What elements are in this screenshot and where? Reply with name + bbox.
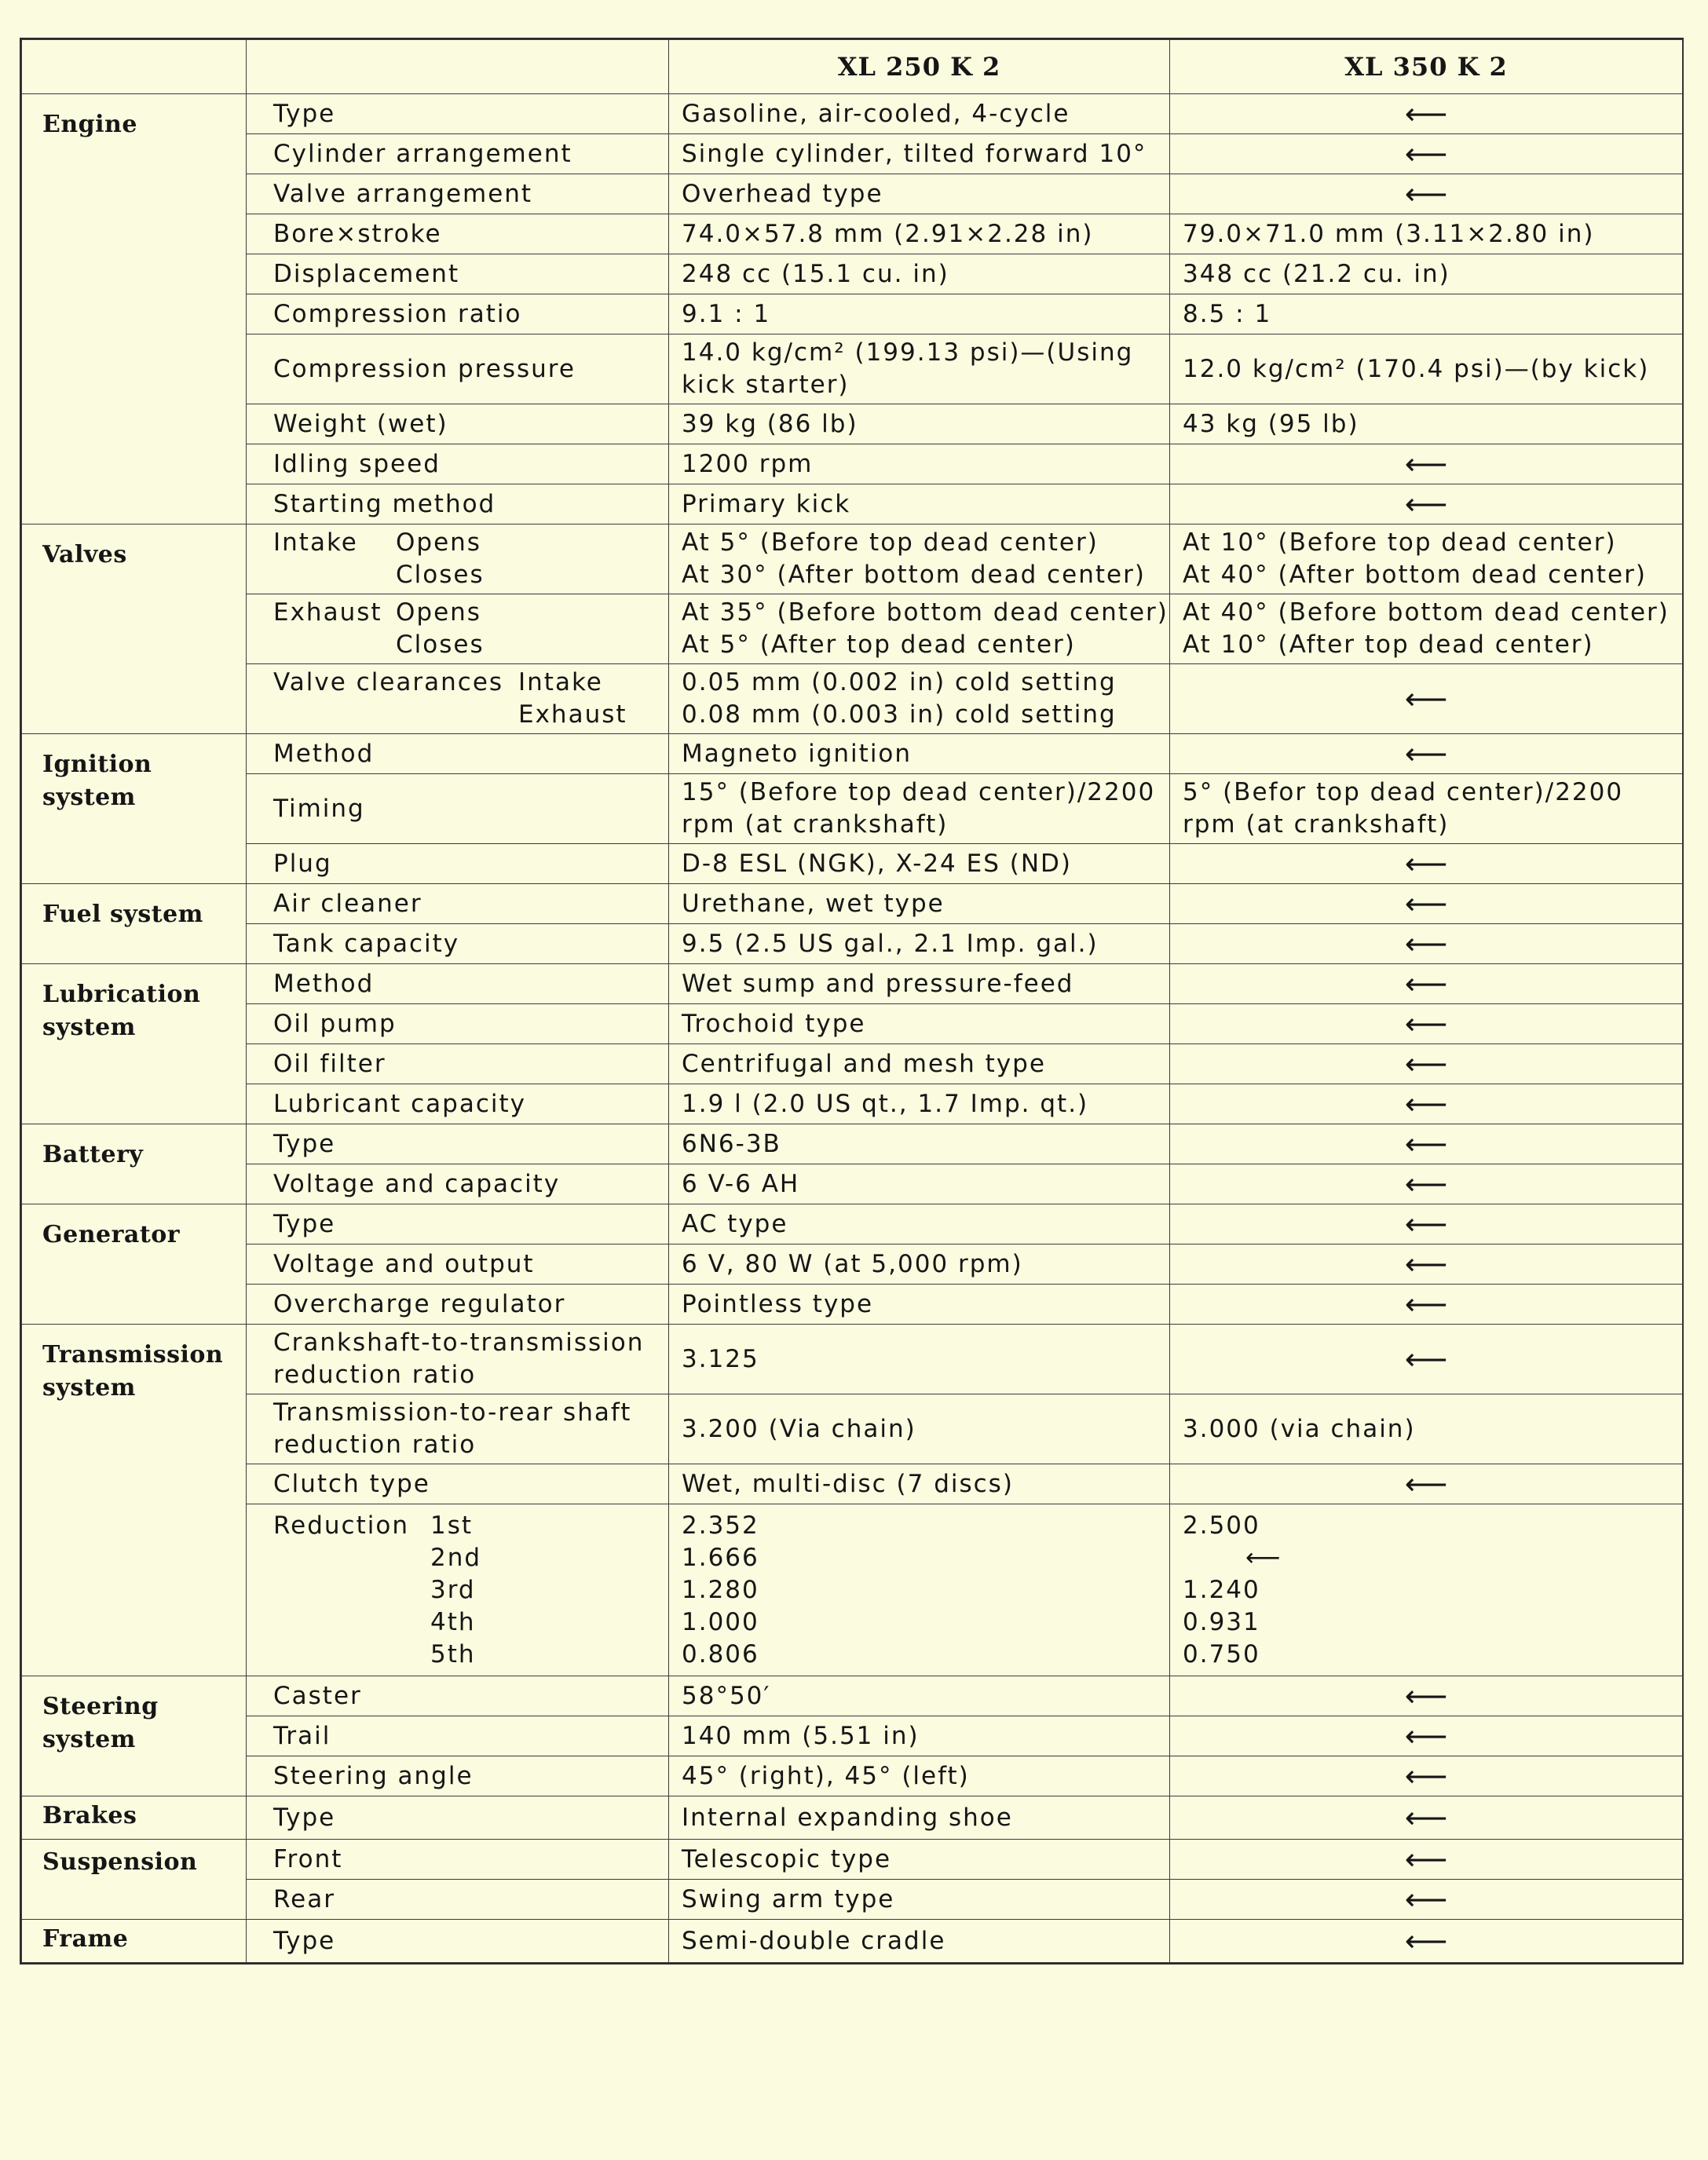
table-row [22, 734, 1683, 774]
item-label [247, 594, 669, 664]
value-model-1: 3.125 [669, 1325, 1170, 1394]
table-row [22, 134, 1683, 174]
section-ignition: Ignition system [22, 734, 247, 884]
value-model-2 [1170, 524, 1683, 594]
table-row [22, 1716, 1683, 1756]
value-model-1: Single cylinder, tilted forward 10° [669, 134, 1170, 174]
item-label: Voltage and output [247, 1244, 669, 1285]
same-as-left-arrow: ⟵ [1170, 964, 1683, 1004]
item-label: Idling speed [247, 444, 669, 484]
specifications-table [21, 39, 1683, 1963]
value-model-2 [1170, 774, 1683, 844]
sub-label: Exhaust [518, 700, 627, 729]
item-label: Type [247, 1124, 669, 1164]
table-row [22, 214, 1683, 254]
table-row [22, 1325, 1683, 1394]
value-line: 1.666 [682, 1543, 759, 1572]
value-model-1: 1.9 l (2.0 US qt., 1.7 Imp. qt.) [669, 1084, 1170, 1124]
item-label: Timing [247, 774, 669, 844]
same-as-left-arrow: ⟵ [1245, 1543, 1282, 1572]
value-line: At 10° (After top dead center) [1183, 630, 1594, 659]
item-label: Lubricant capacity [247, 1084, 669, 1124]
sub-label: Opens [396, 528, 481, 557]
value-model-1 [669, 594, 1170, 664]
sub-label: Opens [396, 598, 481, 627]
section-steering: Steering system [22, 1676, 247, 1796]
value-model-1: Wet sump and pressure-feed [669, 964, 1170, 1004]
item-label: Air cleaner [247, 884, 669, 924]
value-model-1: Pointless type [669, 1285, 1170, 1325]
value-model-1: Trochoid type [669, 1004, 1170, 1044]
same-as-left-arrow: ⟵ [1170, 884, 1683, 924]
section-engine: Engine [22, 94, 247, 524]
item-label: Plug [247, 844, 669, 884]
item-label: Method [247, 964, 669, 1004]
value-model-1: 74.0×57.8 mm (2.91×2.28 in) [669, 214, 1170, 254]
value-line: 0.750 [1183, 1639, 1260, 1668]
item-label [247, 1504, 669, 1676]
value-line: 14.0 kg/cm² (199.13 psi)—(Using [682, 338, 1134, 367]
value-model-1: Semi-double cradle [669, 1920, 1170, 1963]
item-label [247, 1325, 669, 1394]
item-label: Type [247, 94, 669, 134]
table-row [22, 1084, 1683, 1124]
same-as-left-arrow: ⟵ [1170, 664, 1683, 734]
item-label [247, 1394, 669, 1464]
spec-sheet [20, 38, 1684, 1964]
same-as-left-arrow: ⟵ [1170, 1756, 1683, 1796]
sub-label: Closes [396, 561, 485, 589]
table-row [22, 964, 1683, 1004]
value-line: 1.000 [682, 1607, 759, 1636]
value-line: At 40° (Before bottom dead center) [1183, 598, 1670, 627]
same-as-left-arrow: ⟵ [1170, 924, 1683, 964]
value-line: At 5° (After top dead center) [682, 630, 1076, 659]
value-model-1 [669, 524, 1170, 594]
section-generator: Generator [22, 1204, 247, 1325]
sub-label: Reduction [273, 1511, 409, 1540]
value-line: 1.240 [1183, 1575, 1260, 1604]
value-model-2: 348 cc (21.2 cu. in) [1170, 254, 1683, 294]
section-battery: Battery [22, 1124, 247, 1204]
value-model-1: Swing arm type [669, 1880, 1170, 1920]
value-model-1: 140 mm (5.51 in) [669, 1716, 1170, 1756]
same-as-left-arrow: ⟵ [1170, 1004, 1683, 1044]
item-label: Front [247, 1840, 669, 1880]
value-model-2: 8.5 : 1 [1170, 294, 1683, 334]
item-label: Compression pressure [247, 334, 669, 404]
label-line: reduction ratio [273, 1431, 477, 1459]
table-row [22, 1164, 1683, 1204]
item-label: Trail [247, 1716, 669, 1756]
value-model-1: Internal expanding shoe [669, 1796, 1170, 1840]
table-row [22, 1464, 1683, 1504]
section-transmission: Transmission system [22, 1325, 247, 1676]
item-label: Bore×stroke [247, 214, 669, 254]
value-model-1: 9.1 : 1 [669, 294, 1170, 334]
table-row [22, 254, 1683, 294]
value-line: 2.500 [1183, 1511, 1260, 1540]
section-valves: Valves [22, 524, 247, 734]
table-row [22, 294, 1683, 334]
table-row [22, 1504, 1683, 1676]
item-label [247, 524, 669, 594]
table-row [22, 174, 1683, 214]
table-row [22, 1004, 1683, 1044]
item-label: Clutch type [247, 1464, 669, 1504]
item-label: Type [247, 1204, 669, 1244]
table-row [22, 1756, 1683, 1796]
item-label: Caster [247, 1676, 669, 1716]
value-model-1: 3.200 (Via chain) [669, 1394, 1170, 1464]
same-as-left-arrow: ⟵ [1170, 1044, 1683, 1084]
value-model-1: Telescopic type [669, 1840, 1170, 1880]
value-line: 0.08 mm (0.003 in) cold setting [682, 700, 1117, 729]
same-as-left-arrow: ⟵ [1170, 1920, 1683, 1963]
value-model-1: 248 cc (15.1 cu. in) [669, 254, 1170, 294]
table-row [22, 94, 1683, 134]
value-model-2 [1170, 594, 1683, 664]
value-line: 1.280 [682, 1575, 759, 1604]
table-row [22, 1124, 1683, 1164]
item-label: Displacement [247, 254, 669, 294]
label-line: reduction ratio [273, 1361, 477, 1389]
value-model-1: AC type [669, 1204, 1170, 1244]
gear-label: 4th [430, 1607, 476, 1636]
item-label: Cylinder arrangement [247, 134, 669, 174]
table-row [22, 1204, 1683, 1244]
sub-label: Exhaust [273, 598, 382, 627]
same-as-left-arrow: ⟵ [1170, 1464, 1683, 1504]
item-label: Rear [247, 1880, 669, 1920]
table-row [22, 1044, 1683, 1084]
table-row [22, 924, 1683, 964]
same-as-left-arrow: ⟵ [1170, 844, 1683, 884]
same-as-left-arrow: ⟵ [1170, 1244, 1683, 1285]
gear-label: 3rd [430, 1575, 476, 1604]
item-label: Weight (wet) [247, 404, 669, 444]
same-as-left-arrow: ⟵ [1170, 174, 1683, 214]
item-label: Type [247, 1920, 669, 1963]
table-row [22, 884, 1683, 924]
value-model-1: 45° (right), 45° (left) [669, 1756, 1170, 1796]
table-row [22, 524, 1683, 594]
item-label: Oil pump [247, 1004, 669, 1044]
item-label: Starting method [247, 484, 669, 524]
item-label: Tank capacity [247, 924, 669, 964]
header-row [22, 40, 1683, 94]
value-model-1: 6 V, 80 W (at 5,000 rpm) [669, 1244, 1170, 1285]
section-fuel: Fuel system [22, 884, 247, 964]
item-label: Steering angle [247, 1756, 669, 1796]
same-as-left-arrow: ⟵ [1170, 734, 1683, 774]
table-row [22, 594, 1683, 664]
table-row [22, 404, 1683, 444]
value-model-1 [669, 774, 1170, 844]
value-model-2: 43 kg (95 lb) [1170, 404, 1683, 444]
sub-label: Closes [396, 630, 485, 659]
same-as-left-arrow: ⟵ [1170, 1204, 1683, 1244]
section-brakes: Brakes [22, 1796, 247, 1840]
section-lubrication: Lubrication system [22, 964, 247, 1124]
value-line: rpm (at crankshaft) [682, 810, 949, 839]
same-as-left-arrow: ⟵ [1170, 1880, 1683, 1920]
value-line: 5° (Befor top dead center)/2200 [1183, 778, 1624, 806]
value-model-1: Wet, multi-disc (7 discs) [669, 1464, 1170, 1504]
value-model-1: Gasoline, air-cooled, 4-cycle [669, 94, 1170, 134]
item-label [247, 664, 669, 734]
header-model-1: XL 250 K 2 [669, 40, 1170, 94]
value-line: 0.806 [682, 1639, 759, 1668]
sub-label: Intake [518, 668, 603, 696]
value-model-1 [669, 1504, 1170, 1676]
same-as-left-arrow: ⟵ [1170, 1796, 1683, 1840]
table-row [22, 664, 1683, 734]
value-model-1 [669, 664, 1170, 734]
value-model-1: 39 kg (86 lb) [669, 404, 1170, 444]
same-as-left-arrow: ⟵ [1170, 1325, 1683, 1394]
value-model-1: 6 V-6 AH [669, 1164, 1170, 1204]
value-line: 2.352 [682, 1511, 759, 1540]
header-blank [22, 40, 247, 94]
item-label: Compression ratio [247, 294, 669, 334]
table-row [22, 1796, 1683, 1840]
table-row [22, 1676, 1683, 1716]
value-model-2: 79.0×71.0 mm (3.11×2.80 in) [1170, 214, 1683, 254]
table-row [22, 1880, 1683, 1920]
section-suspension: Suspension [22, 1840, 247, 1920]
label-line: Transmission-to-rear shaft [273, 1398, 632, 1427]
item-label: Overcharge regulator [247, 1285, 669, 1325]
value-model-1: Primary kick [669, 484, 1170, 524]
value-model-2: 3.000 (via chain) [1170, 1394, 1683, 1464]
gear-label: 2nd [430, 1543, 482, 1572]
value-model-1: 9.5 (2.5 US gal., 2.1 Imp. gal.) [669, 924, 1170, 964]
item-label: Oil filter [247, 1044, 669, 1084]
value-model-1 [669, 334, 1170, 404]
table-row [22, 1285, 1683, 1325]
same-as-left-arrow: ⟵ [1170, 1164, 1683, 1204]
table-row [22, 1920, 1683, 1963]
same-as-left-arrow: ⟵ [1170, 1676, 1683, 1716]
value-line: 0.05 mm (0.002 in) cold setting [682, 668, 1117, 696]
value-model-1: Magneto ignition [669, 734, 1170, 774]
same-as-left-arrow: ⟵ [1170, 444, 1683, 484]
item-label: Voltage and capacity [247, 1164, 669, 1204]
sub-label: Valve clearances [273, 668, 504, 696]
header-model-2: XL 350 K 2 [1170, 40, 1683, 94]
value-model-1: 6N6-3B [669, 1124, 1170, 1164]
gear-label: 1st [430, 1511, 474, 1540]
value-line: At 10° (Before top dead center) [1183, 528, 1617, 557]
table-row [22, 774, 1683, 844]
same-as-left-arrow: ⟵ [1170, 1124, 1683, 1164]
label-line: Crankshaft-to-transmission [273, 1329, 645, 1357]
same-as-left-arrow: ⟵ [1170, 1285, 1683, 1325]
value-model-2 [1170, 1504, 1683, 1676]
value-line: At 5° (Before top dead center) [682, 528, 1099, 557]
same-as-left-arrow: ⟵ [1170, 94, 1683, 134]
value-line: 15° (Before top dead center)/2200 [682, 778, 1156, 806]
same-as-left-arrow: ⟵ [1170, 1716, 1683, 1756]
table-row [22, 334, 1683, 404]
value-line: At 40° (After bottom dead center) [1183, 561, 1647, 589]
header-blank [247, 40, 669, 94]
value-model-1: Urethane, wet type [669, 884, 1170, 924]
table-row [22, 1394, 1683, 1464]
same-as-left-arrow: ⟵ [1170, 484, 1683, 524]
section-frame: Frame [22, 1920, 247, 1963]
same-as-left-arrow: ⟵ [1170, 134, 1683, 174]
item-label: Valve arrangement [247, 174, 669, 214]
value-line: 0.931 [1183, 1607, 1260, 1636]
value-model-1: Overhead type [669, 174, 1170, 214]
value-model-1: Centrifugal and mesh type [669, 1044, 1170, 1084]
value-model-1: 1200 rpm [669, 444, 1170, 484]
table-row [22, 484, 1683, 524]
table-row [22, 1840, 1683, 1880]
gear-label: 5th [430, 1639, 476, 1668]
table-row [22, 444, 1683, 484]
sub-label: Intake [273, 528, 358, 557]
value-line: kick starter) [682, 371, 850, 399]
value-line: rpm (at crankshaft) [1183, 810, 1450, 839]
table-row [22, 844, 1683, 884]
value-model-2: 12.0 kg/cm² (170.4 psi)—(by kick) [1170, 334, 1683, 404]
table-row [22, 1244, 1683, 1285]
same-as-left-arrow: ⟵ [1170, 1084, 1683, 1124]
value-model-1: 58°50′ [669, 1676, 1170, 1716]
item-label: Type [247, 1796, 669, 1840]
value-model-1: D-8 ESL (NGK), X-24 ES (ND) [669, 844, 1170, 884]
item-label: Method [247, 734, 669, 774]
value-line: At 35° (Before bottom dead center) [682, 598, 1169, 627]
value-line: At 30° (After bottom dead center) [682, 561, 1146, 589]
same-as-left-arrow: ⟵ [1170, 1840, 1683, 1880]
